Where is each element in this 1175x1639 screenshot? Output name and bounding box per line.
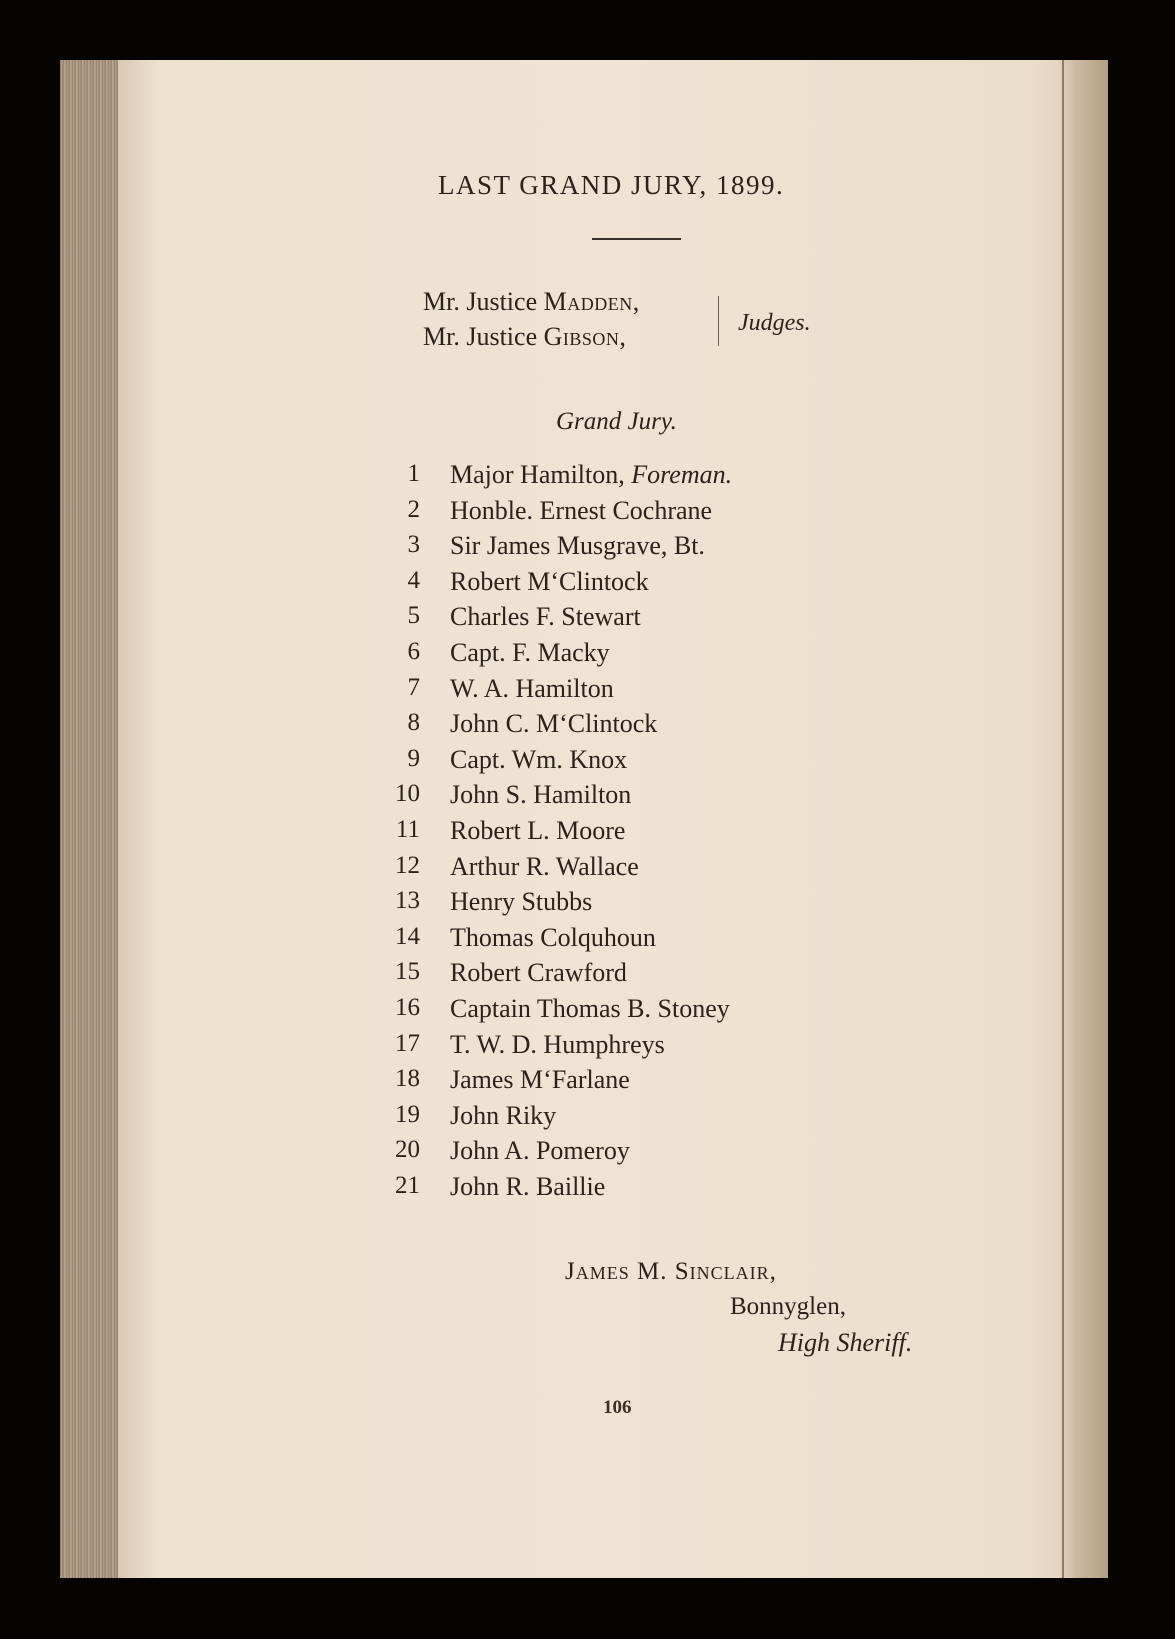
jury-number: 9 — [407, 744, 420, 772]
jury-name — [450, 816, 625, 846]
judge-prefix: Mr. Justice — [423, 322, 544, 351]
jury-name — [450, 709, 657, 739]
jury-member — [380, 780, 830, 816]
judge-surname: Madden, — [543, 287, 640, 316]
jury-number: 3 — [407, 531, 420, 559]
jury-name — [450, 638, 610, 668]
jury-name — [450, 780, 631, 810]
jury-member — [380, 958, 830, 994]
page-title: LAST GRAND JURY, 1899. — [438, 170, 785, 200]
jury-name-text: Robert L. Moore — [450, 815, 626, 845]
jury-member — [380, 852, 830, 888]
jury-name — [450, 852, 639, 882]
jury-name-text: John Riky — [450, 1100, 557, 1130]
page-number: 106 — [603, 1397, 632, 1418]
jury-number: 14 — [395, 922, 420, 950]
jury-name — [450, 1172, 605, 1202]
jury-name-text: Charles F. Stewart — [450, 602, 641, 632]
grand-jury-heading: Grand Jury. — [556, 408, 677, 435]
jury-number: 7 — [407, 673, 420, 701]
jury-name — [450, 745, 627, 775]
jury-number: 11 — [395, 815, 420, 843]
jury-number: 21 — [395, 1171, 420, 1199]
jury-name — [450, 887, 592, 917]
jury-number: 16 — [395, 993, 420, 1021]
jury-name — [450, 602, 641, 632]
jury-name — [450, 958, 627, 988]
judge-entry — [423, 322, 626, 352]
jury-member — [380, 709, 830, 745]
sheriff-name: James M. Sinclair, — [565, 1258, 777, 1285]
jury-name — [450, 1030, 665, 1060]
jury-name-text: Robert Crawford — [450, 958, 627, 988]
judge-prefix: Mr. Justice — [423, 287, 544, 316]
jury-member — [380, 923, 830, 959]
jury-number: 10 — [395, 780, 420, 808]
jury-name-text: James M‘Farlane — [450, 1065, 630, 1095]
jury-member — [380, 1136, 830, 1172]
jury-member — [380, 460, 830, 496]
jury-member — [380, 567, 830, 603]
judges-label: Judges. — [738, 310, 811, 336]
jury-name-text: Capt. Wm. Knox — [450, 744, 628, 774]
jury-number: 19 — [395, 1100, 420, 1128]
judge-entry — [423, 287, 640, 317]
jury-number: 8 — [407, 709, 420, 737]
sheriff-title: High Sheriff. — [778, 1328, 913, 1357]
jury-name — [450, 923, 656, 953]
jury-name — [450, 1065, 630, 1095]
jury-member — [380, 496, 830, 532]
jury-name — [450, 1101, 556, 1131]
jury-number: 6 — [407, 637, 420, 665]
jury-name-text: John C. M‘Clintock — [450, 709, 658, 739]
jury-name-text: Sir James Musgrave, Bt. — [450, 531, 705, 561]
jury-name — [450, 674, 614, 704]
jury-member — [380, 816, 830, 852]
judges-brace — [718, 296, 725, 346]
jury-name-text: W. A. Hamilton — [450, 673, 614, 703]
jury-role: Foreman. — [631, 460, 733, 489]
jury-name-text: Robert M‘Clintock — [450, 566, 649, 596]
jury-number: 15 — [395, 958, 420, 986]
jury-name-text: Thomas Colquhoun — [450, 922, 656, 952]
jury-number: 4 — [407, 566, 420, 594]
jury-number: 1 — [407, 460, 420, 487]
jury-name-text: John S. Hamilton — [450, 780, 632, 810]
jury-member — [380, 1030, 830, 1066]
jury-member — [380, 1172, 830, 1208]
jury-member — [380, 531, 830, 567]
jury-name — [450, 994, 730, 1024]
jury-list — [380, 460, 830, 1207]
jury-name-text: T. W. D. Humphreys — [450, 1029, 665, 1059]
jury-number: 12 — [395, 851, 420, 879]
jury-name — [450, 531, 705, 561]
jury-name-text: Capt. F. Macky — [450, 637, 610, 667]
jury-name-text: Major Hamilton, — [450, 460, 632, 489]
jury-member — [380, 1065, 830, 1101]
jury-number: 2 — [407, 495, 420, 523]
jury-name — [450, 460, 732, 490]
jury-name — [450, 496, 712, 526]
jury-number: 18 — [395, 1065, 420, 1093]
jury-member — [380, 994, 830, 1030]
jury-member — [380, 602, 830, 638]
jury-number: 5 — [407, 602, 420, 630]
jury-name — [450, 567, 649, 597]
sheriff-place: Bonnyglen, — [730, 1293, 846, 1320]
jury-name-text: John R. Baillie — [450, 1171, 606, 1201]
jury-number: 17 — [395, 1029, 420, 1057]
jury-name-text: John A. Pomeroy — [450, 1136, 630, 1166]
jury-name-text: Captain Thomas B. Stoney — [450, 993, 730, 1023]
jury-name-text: Arthur R. Wallace — [450, 851, 639, 881]
jury-member — [380, 1101, 830, 1137]
title-divider — [592, 238, 681, 240]
judge-surname: Gibson, — [543, 322, 627, 351]
jury-member — [380, 887, 830, 923]
jury-member — [380, 674, 830, 710]
jury-number: 20 — [395, 1136, 420, 1164]
jury-name-text: Henry Stubbs — [450, 887, 593, 917]
jury-number: 13 — [395, 887, 420, 915]
jury-name-text: Honble. Ernest Cochrane — [450, 495, 713, 525]
jury-member — [380, 638, 830, 674]
jury-member — [380, 745, 830, 781]
jury-name — [450, 1136, 630, 1166]
